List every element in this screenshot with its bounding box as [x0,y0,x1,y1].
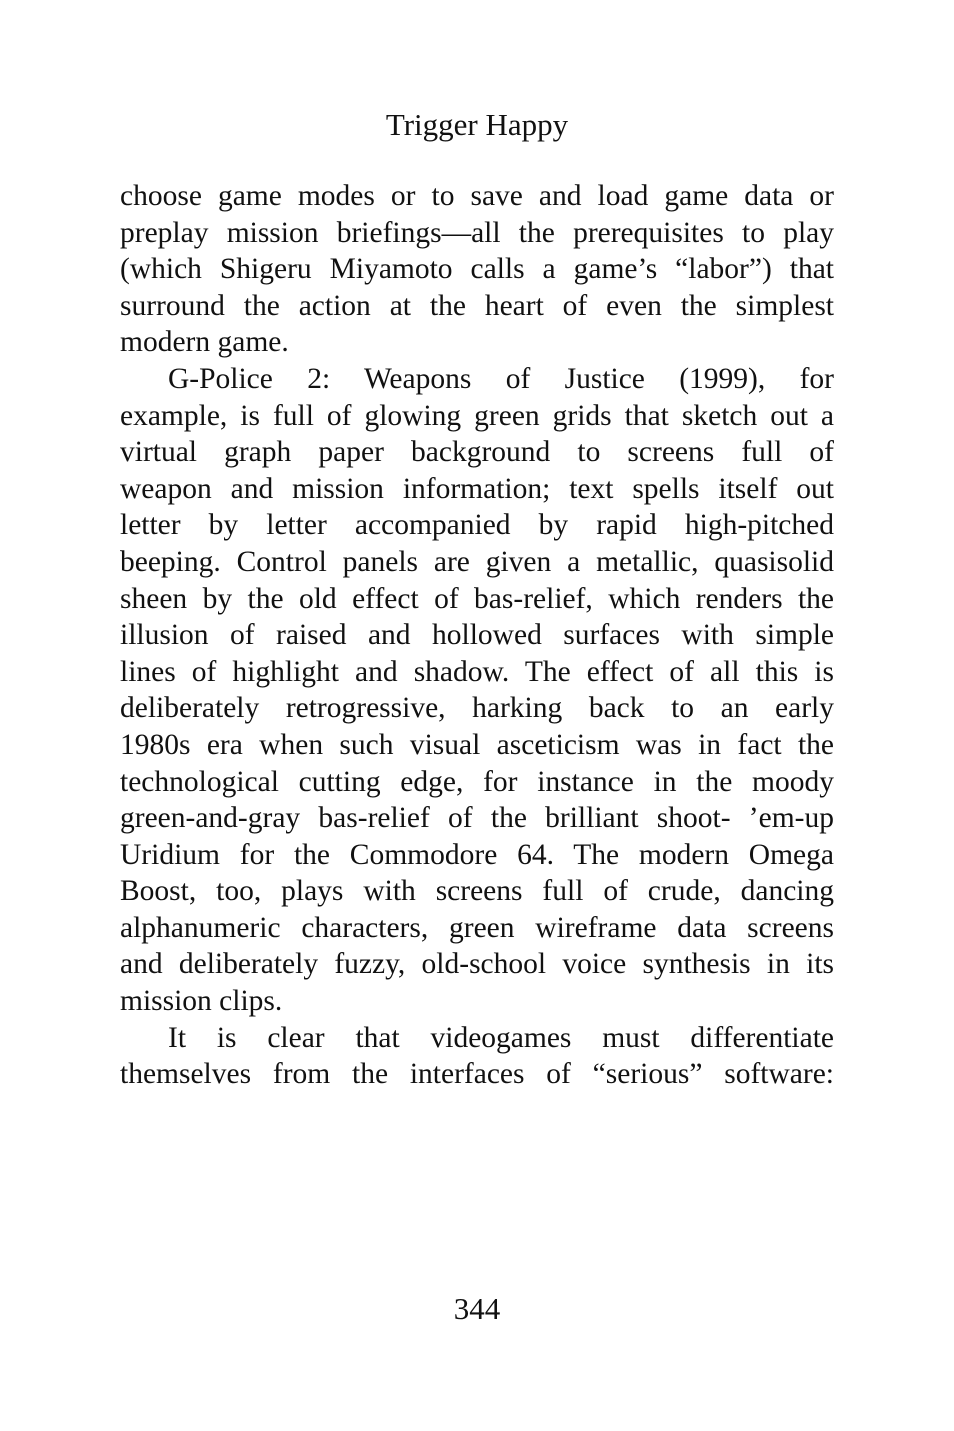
text-line: 1980s era when such visual asceticism was in fact the [120,728,834,761]
text-line: alphanumeric characters, green wireframe data screens [120,911,834,944]
text-line: Boost, too, plays with screens full of crude, dancing [120,875,834,908]
text-line: themselves from the interfaces of “serious” software: [120,1058,834,1091]
text-line: It is clear that videogames must differentiate [168,1021,834,1054]
text-line: Uridium for the Commodore 64. The modern Omega [120,838,834,871]
text-line: mission clips. [120,985,283,1018]
page-number: 344 [453,1291,501,1326]
text-line: choose game modes or to save and load game data or [120,180,834,212]
text-line: and deliberately fuzzy, old-school voice synthesis in its [120,948,834,981]
text-line: virtual graph paper background to screens full of [120,436,834,469]
text-line: letter by letter accompanied by rapid high-pitched [120,509,834,542]
text-line: example, is full of glowing green grids that sketch out a [120,399,834,432]
text-line: green-and-gray bas-relief of the brilliant shoot- ’em-up [120,802,834,835]
text-line: illusion of raised and hollowed surfaces with simple [120,619,834,652]
paragraph-1 [120,178,834,361]
text-line: beeping. Control panels are given a metallic, quasisolid [120,545,834,578]
body-text [120,178,834,1093]
text-line: surround the action at the heart of even the simplest [120,289,834,322]
text-line: (which Shigeru Miyamoto calls a game’s “labor”) that [120,253,834,286]
text-line: technological cutting edge, for instance in the moody [120,765,834,798]
text-line: modern game. [120,326,289,359]
text-line: weapon and mission information; text spells itself out [120,472,834,505]
text-line: lines of highlight and shadow. The effect of all this is [120,655,834,688]
running-head-title: Trigger Happy [385,107,569,142]
paragraph-2 [120,361,834,1020]
text-line: sheen by the old effect of bas-relief, which renders the [120,582,834,615]
paragraph-3 [120,1020,834,1093]
text-line: G-Police 2: Weapons of Justice (1999), for [168,362,834,395]
text-line: preplay mission briefings—all the prerequisites to play [120,216,834,249]
text-line: deliberately retrogressive, harking back to an early [120,692,834,725]
